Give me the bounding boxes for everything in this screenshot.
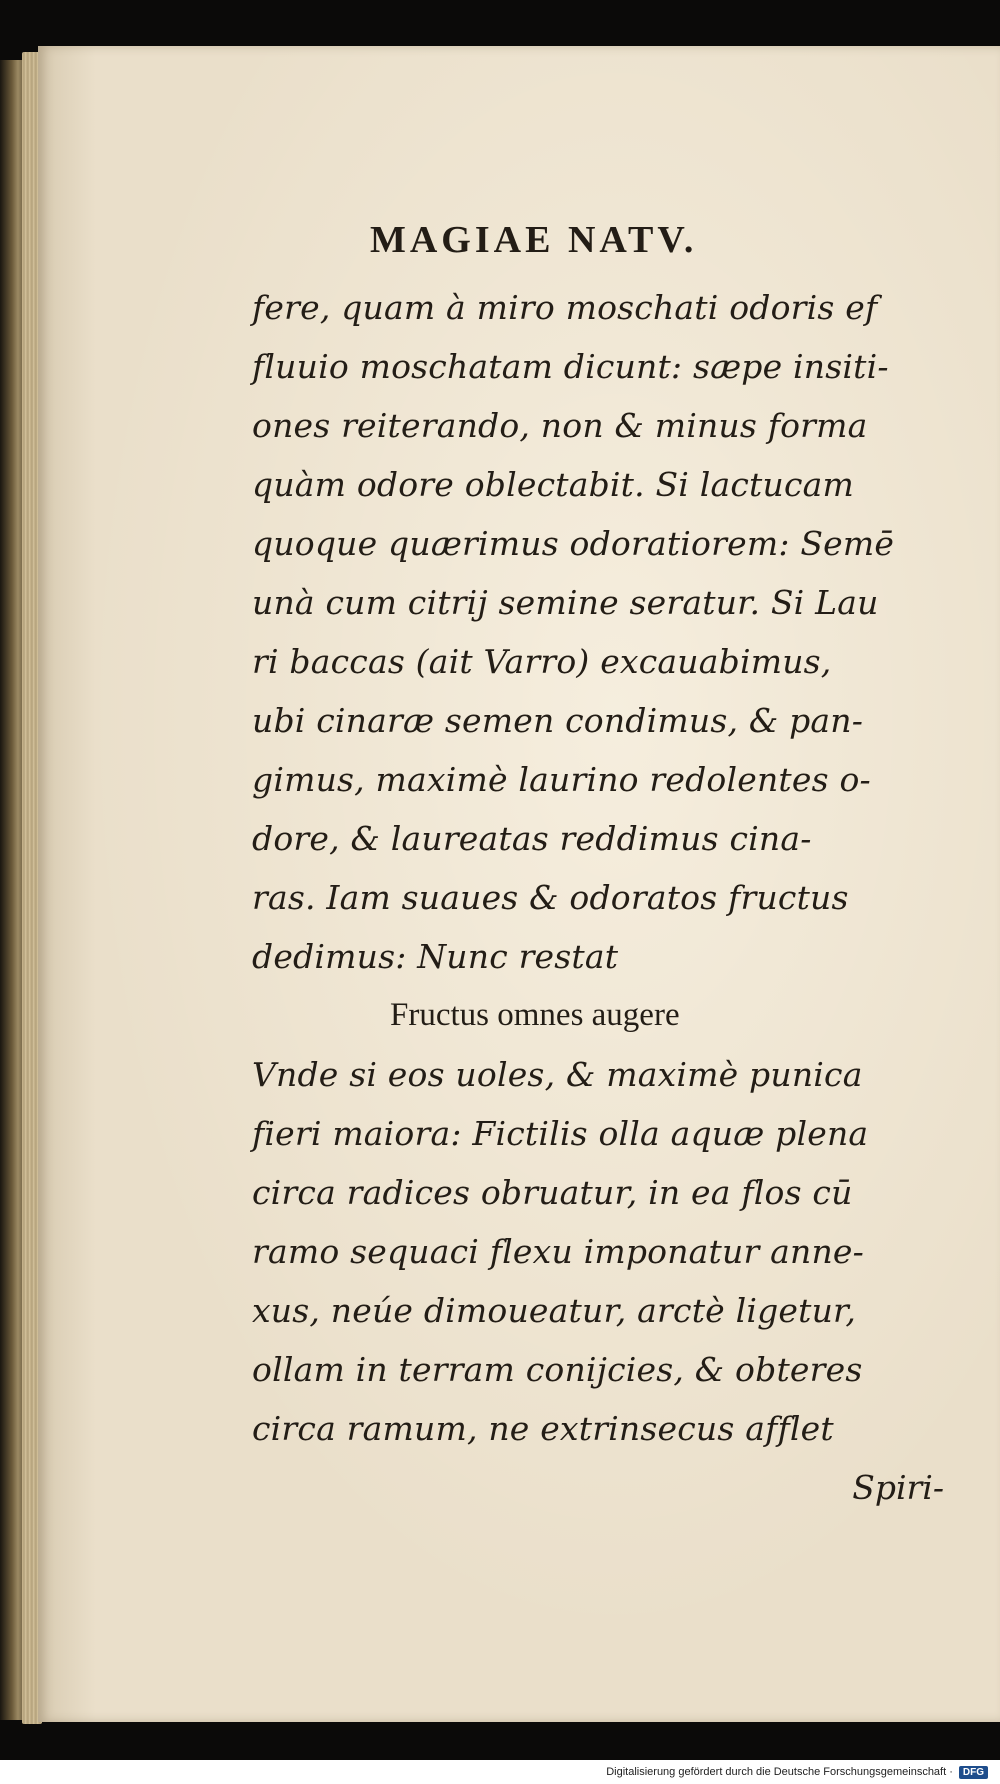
text-line: fere, quam à miro moschati odoris ef xyxy=(252,288,878,327)
catchword: Spiri- xyxy=(852,1468,944,1507)
text-line: gimus, maximè laurino redolentes o- xyxy=(252,760,871,799)
text-line: Vnde si eos uoles, & maximè punica xyxy=(252,1055,863,1094)
text-line: ubi cinaræ semen condimus, & pan- xyxy=(252,701,864,740)
dfg-logo-icon: DFG xyxy=(959,1766,988,1779)
text-line: dore, & laureatas reddimus cina- xyxy=(252,819,812,858)
text-line: fieri maiora: Fictilis olla aquæ plena xyxy=(252,1114,869,1153)
section-heading: Fructus omnes augere xyxy=(390,997,680,1033)
text-line: dedimus: Nunc restat xyxy=(252,937,619,976)
text-line: ramo sequaci flexu imponatur anne- xyxy=(252,1232,864,1271)
text-line: ras. Iam suaues & odoratos fructus xyxy=(252,878,849,917)
text-line: ones reiterando, non & minus forma xyxy=(252,406,868,445)
digitization-footer xyxy=(0,1760,1000,1784)
text-line: ri baccas (ait Varro) excauabimus, xyxy=(252,642,832,681)
text-line: fluuio moschatam dicunt: sæpe insiti- xyxy=(252,347,889,386)
text-line: unà cum citrij semine seratur. Si Lau xyxy=(252,583,879,622)
text-line: quoque quærimus odoratiorem: Semē xyxy=(252,524,895,563)
text-line: quàm odore oblectabit. Si lactucam xyxy=(252,465,855,504)
funding-credit: Digitalisierung gefördert durch die Deutsche Forschungsgemeinschaft · xyxy=(606,1766,953,1778)
text-line: circa ramum, ne extrinsecus afflet xyxy=(252,1409,834,1448)
text-line: circa radices obruatur, in ea flos cū xyxy=(252,1173,853,1212)
running-head: MAGIAE NATV. xyxy=(370,219,698,261)
text-line: xus, neúe dimoueatur, arctè ligetur, xyxy=(252,1291,857,1330)
text-line: ollam in terram conijcies, & obteres xyxy=(252,1350,863,1389)
page-text-block xyxy=(252,212,952,1517)
